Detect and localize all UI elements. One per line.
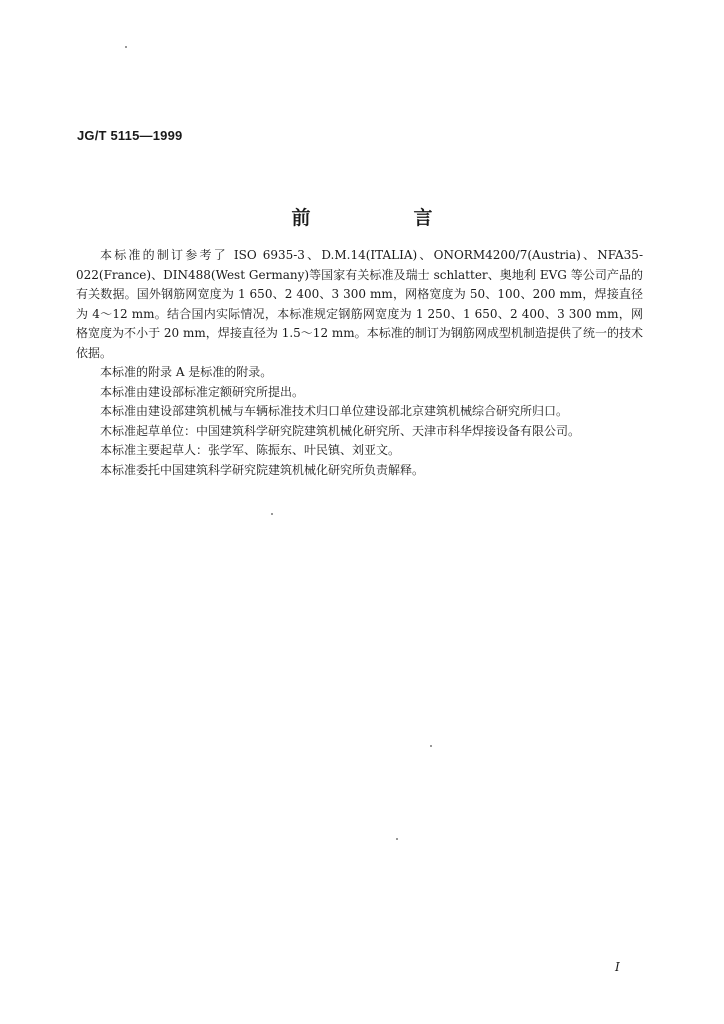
foreword-paragraph: 本标准委托中国建筑科学研究院建筑机械化研究所负责解释。 [100, 462, 425, 477]
page-number: I [615, 960, 620, 974]
foreword-paragraph: 本标准由建设部标准定额研究所提出。 [100, 384, 305, 399]
foreword-paragraph: 本标准由建设部建筑机械与车辆标准技术归口单位建设部北京建筑机械综合研究所归口。 [100, 404, 569, 418]
foreword-paragraph: 木标准起草单位：中国建筑科学研究院建筑机械化研究所、天津市科华焊接设备有限公司。 [100, 423, 581, 438]
page-title: 前 言 [291, 207, 475, 229]
scan-speck [125, 46, 127, 48]
standard-code: JG/T 5115—1999 [77, 128, 183, 143]
scan-speck [271, 513, 273, 515]
foreword-paragraph: 本标准的附录 A 是标准的附录。 [100, 365, 273, 379]
foreword-paragraph: 本标准的制订参考了 ISO 6935-3、D.M.14(ITALIA)、ONORM4200/7(Austria)、NFA35-022(France)、DIN488(West Germany)等国家有关标准及瑞士 schlatter、奥地利 EVG 等公司产品的有关数据。国外钢筋网宽度为 1 650、2 400、3 300 mm，网格宽度为 50、100、200 mm，焊接直径为 4～12 mm。结合国内实际情况，本标准规定钢筋网宽度为 1 250、1 650、2 400、3 300 mm，网格宽度为不小于 20 mm，焊接直径为 1.5～12 mm。本标准的制订为钢筋网成型机制造提供了统一的技术依据。 [76, 248, 643, 360]
scan-speck [430, 745, 432, 747]
foreword-paragraph: 本标准主要起草人：张学军、陈振东、叶民镇、刘亚文。 [100, 443, 401, 457]
scan-speck [396, 838, 398, 840]
foreword-body [76, 246, 643, 480]
